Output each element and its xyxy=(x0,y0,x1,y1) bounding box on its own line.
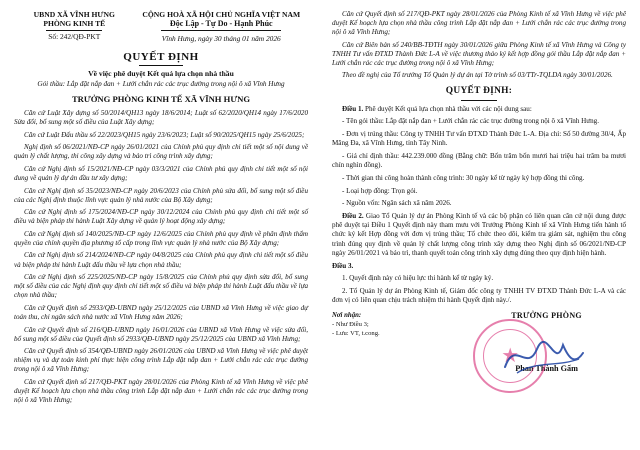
decision-keyword-rule xyxy=(461,100,497,101)
legal-basis-item: Căn cứ Quyết định số 217/QĐ-PKT ngày 28/01/2026 của Phòng Kinh tế xã Vĩnh Hưng về việc phê duyệt Kế hoạch lựa chọn nhà thầu công trình Lắp đặt nắp đan + Lưới chắn rác các trục đường trong nội ô xã Vĩnh Hưng; xyxy=(332,10,626,37)
nation-underline xyxy=(161,30,281,31)
left-column xyxy=(14,10,312,444)
legal-basis-item: Căn cứ Nghị định số 225/2025/NĐ-CP ngày 15/8/2025 của Chính phủ quy định sửa đổi, bổ sung một số điều của các Nghị định quy định chi tiết một số điều và biện pháp thi hành Luật đấu thầu về lựa chọn nhà thầu; xyxy=(14,273,308,300)
legal-basis-item: Căn cứ Nghị định số 140/2025/NĐ-CP ngày 12/6/2025 của Chính phủ quy định về phân định thẩm quyền của chính quyền địa phương tổ cấp trong lĩnh vực quản lý nhà nước của Bộ Xây dựng; xyxy=(14,229,308,247)
signer-name: Phan Thành Gấm xyxy=(515,364,578,374)
legal-basis-item: Nghị định số 06/2021/NĐ-CP ngày 26/01/2021 của Chính phủ quy định chi tiết một số nội dung về quản lý chất lượng, thi công xây dựng và bảo trì công trình xây dựng; xyxy=(14,143,308,161)
legal-basis-item: Căn cứ Nghị định số 214/2024/NĐ-CP ngày 04/8/2025 của Chính phủ quy định chi tiết một số điều và biện pháp thi hành Luật đấu thầu về lựa chọn nhà thầu; xyxy=(14,251,308,269)
org-underline xyxy=(46,30,102,31)
org-line-1: UBND XÃ VĨNH HƯNG xyxy=(33,10,115,19)
handwritten-signature-icon xyxy=(501,333,587,377)
article-3-label-line xyxy=(332,262,626,271)
recipient-item: - Như Điều 3; xyxy=(332,320,369,328)
package-name: Gói thầu: Lắp đặt nắp đan + Lưới chắn rác các trục đường trong nội ô xã Vĩnh Hưng xyxy=(37,79,285,88)
seal-star-icon: ★ xyxy=(501,345,520,368)
recipients-title: Nơi nhận: xyxy=(332,312,362,320)
article-1 xyxy=(332,105,626,114)
article-1-item: - Tên gói thầu: Lắp đặt nắp đan + Lưới chắn rác các trục đường trong nội ô xã Vĩnh Hưng. xyxy=(342,117,599,126)
legal-basis-item: Căn cứ Luật Đấu thầu số 22/2023/QH15 ngày 23/6/2023; Luật số 90/2025/QH15 ngày 25/6/2025; xyxy=(24,130,305,139)
title-rule xyxy=(139,65,183,66)
nation-line-1: CỘNG HOÀ XÃ HỘI CHỦ NGHĨA VIỆT NAM xyxy=(142,10,301,19)
article-1-item: - Nguồn vốn: Ngân sách xã năm 2026. xyxy=(342,199,452,208)
article-1-label: Điều 1. xyxy=(342,104,364,113)
legal-basis-item: Căn cứ Luật Xây dựng số 50/2014/QH13 ngày 18/6/2014; Luật số 62/2020/QH14 ngày 17/6/2020 Sửa đổi, bổ sung một số điều của Luật Xây dựng; xyxy=(14,108,308,127)
article-1-item: - Thời gian thi công hoàn thành công trình: 30 ngày kể từ ngày ký hợp đồng thi công. xyxy=(342,173,585,182)
signer-block xyxy=(467,311,626,373)
legal-basis-item: Căn cứ Quyết định số 354/QĐ-UBND ngày 26/01/2026 của UBND xã Vĩnh Hưng về việc phê duyệt nhiệm vụ và dự toán kinh phí thực hiện công trình Lắp đặt nắp đan + Lưới chắn rác các trục đường trong nội ô xã Vĩnh Hưng; xyxy=(14,347,308,374)
place-date: Vĩnh Hưng, ngày 30 tháng 01 năm 2026 xyxy=(161,34,281,44)
article-1-item: - Đơn vị trúng thầu: Công ty TNHH Tư vấn ĐTXD Thành Đức L-A. Địa chỉ: Số 50 đường 30/4, Ấp Măng Đa, xã Vĩnh Hưng, tỉnh Tây Ninh. xyxy=(332,129,626,148)
national-heading xyxy=(135,10,308,44)
issuing-organization xyxy=(14,10,135,44)
legal-basis-item: Theo đề nghị của Tổ trưởng Tổ Quản lý dự án tại Tờ trình số 03/TTr-TQLDA ngày 30/01/2026. xyxy=(342,71,613,80)
issuing-authority: TRƯỞNG PHÒNG KINH TẾ XÃ VĨNH HƯNG xyxy=(71,93,251,104)
recipients-block xyxy=(332,311,467,373)
decision-title: QUYẾT ĐỊNH xyxy=(123,50,199,63)
document-header xyxy=(14,10,308,44)
signature-block xyxy=(332,311,626,373)
two-column-layout xyxy=(14,10,626,444)
article-3-item-1: 1. Quyết định này có hiệu lực thi hành kể từ ngày ký. xyxy=(342,274,494,283)
legal-basis-item: Căn cứ Quyết định số 2933/QĐ-UBND ngày 25/12/2025 của UBND xã Vĩnh Hưng về việc giao dự toán thu, chi ngân sách nhà nước xã Vĩnh Hưng năm 2026; xyxy=(14,303,308,321)
decision-keyword: QUYẾT ĐỊNH: xyxy=(445,85,513,96)
legal-basis-item: Căn cứ Quyết định số 217/QĐ-PKT ngày 28/01/2026 của Phòng Kinh tế xã Vĩnh Hưng về việc phê duyệt Kế hoạch lựa chọn nhà thầu công trình Lắp đặt nắp đan + Lưới chắn rác các trục đường trong nội ô xã Vĩnh Hưng; xyxy=(14,377,308,405)
legal-basis-item: Căn cứ Nghị định số 15/2021/NĐ-CP ngày 03/3/2021 của Chính phủ quy định chi tiết một số nội dung về quản lý dự án đầu tư xây dựng; xyxy=(14,164,308,182)
recipient-item: - Lưu: VT, t.cong. xyxy=(332,329,380,337)
article-2-text: Giao Tổ Quản lý dự án Phòng Kinh tế và các bộ phận có liên quan căn cứ nội dung được phê duyệt tại Điều 1 Quyết định này tham mưu với Trưởng Phòng Kinh tế xã Vĩnh Hưng tiến hành tổ chức ký kết Hợp đồng với đơn vị trúng thầu; Tổ chức theo dõi, kiểm tra giám sát, nghiệm thu công trình đúng quy định về quản lý chất lượng công trình xây dựng theo Nghị định số 06/2021/NĐ-CP ngày 26/01/2021 và báo trì, thanh quyết toán công trình xây dựng đúng theo quy định hiện hành. xyxy=(332,212,626,257)
legal-basis-item: Căn cứ Nghị định số 175/2024/NĐ-CP ngày 30/12/2024 của Chính phủ quy định chi tiết một số điều và biện pháp thi hành Luật Xây dựng về quản lý hoạt động xây dựng; xyxy=(14,208,308,226)
article-3-label: Điều 3. xyxy=(332,261,354,270)
right-column xyxy=(328,10,626,444)
article-2-label: Điều 2. xyxy=(342,212,364,221)
document-number: Số: 242/QĐ-PKT xyxy=(48,31,101,41)
decision-subtitle: Về việc phê duyệt Kết quả lựa chọn nhà thầu xyxy=(88,68,234,78)
org-line-2: PHÒNG KINH TẾ xyxy=(43,19,106,29)
legal-basis-item: Căn cứ Quyết định số 216/QĐ-UBND ngày 16/01/2026 của UBND xã Vĩnh Hưng về việc sửa đổi, bổ sung một số điều của Quyết định số 2933/QĐ-UBND ngày 25/12/2025 của UBND xã Vĩnh Hưng; xyxy=(14,325,308,343)
legal-basis-item: Căn cứ Nghị định số 35/2023/NĐ-CP ngày 20/6/2023 của Chính phủ sửa đổi, bổ sung một số điều của các Nghị định thuộc lĩnh vực quản lý nhà nước của Bộ Xây dựng; xyxy=(14,186,308,204)
legal-basis-item: Căn cứ Biên bản số 240/BB-TĐTH ngày 30/01/2026 giữa Phòng Kinh tế xã Vĩnh Hưng và Công ty TNHH Tư vấn ĐTXD Thành Đức L-A về việc thương thảo ký kết hợp đồng gói thầu Lắp đặt nắp đan + Lưới chắn rác các trục đường trong nội ô xã Vĩnh Hưng; xyxy=(332,40,626,67)
article-3-item-2: 2. Tổ Quản lý dự án Phòng Kinh tế, Giám đốc công ty TNHH TV ĐTXD Thành Đức L-A và các đơn vị có liên quan chịu trách nhiệm thi hành Quyết định này./. xyxy=(332,287,626,305)
signer-role: TRƯỞNG PHÒNG xyxy=(511,311,582,321)
article-1-item: - Loại hợp đồng: Trọn gói. xyxy=(342,186,418,195)
article-1-item: - Giá chỉ định thầu: 442.239.000 đồng (Bằng chữ: Bốn trăm bốn mươi hai triệu hai trăm ba mươi chín nghìn đồng). xyxy=(332,151,626,170)
article-1-text: Phê duyệt Kết quả lựa chọn nhà thầu với các nội dung sau: xyxy=(363,104,532,113)
article-2 xyxy=(332,212,626,258)
nation-line-2: Độc Lập - Tự Do - Hạnh Phúc xyxy=(169,19,273,29)
